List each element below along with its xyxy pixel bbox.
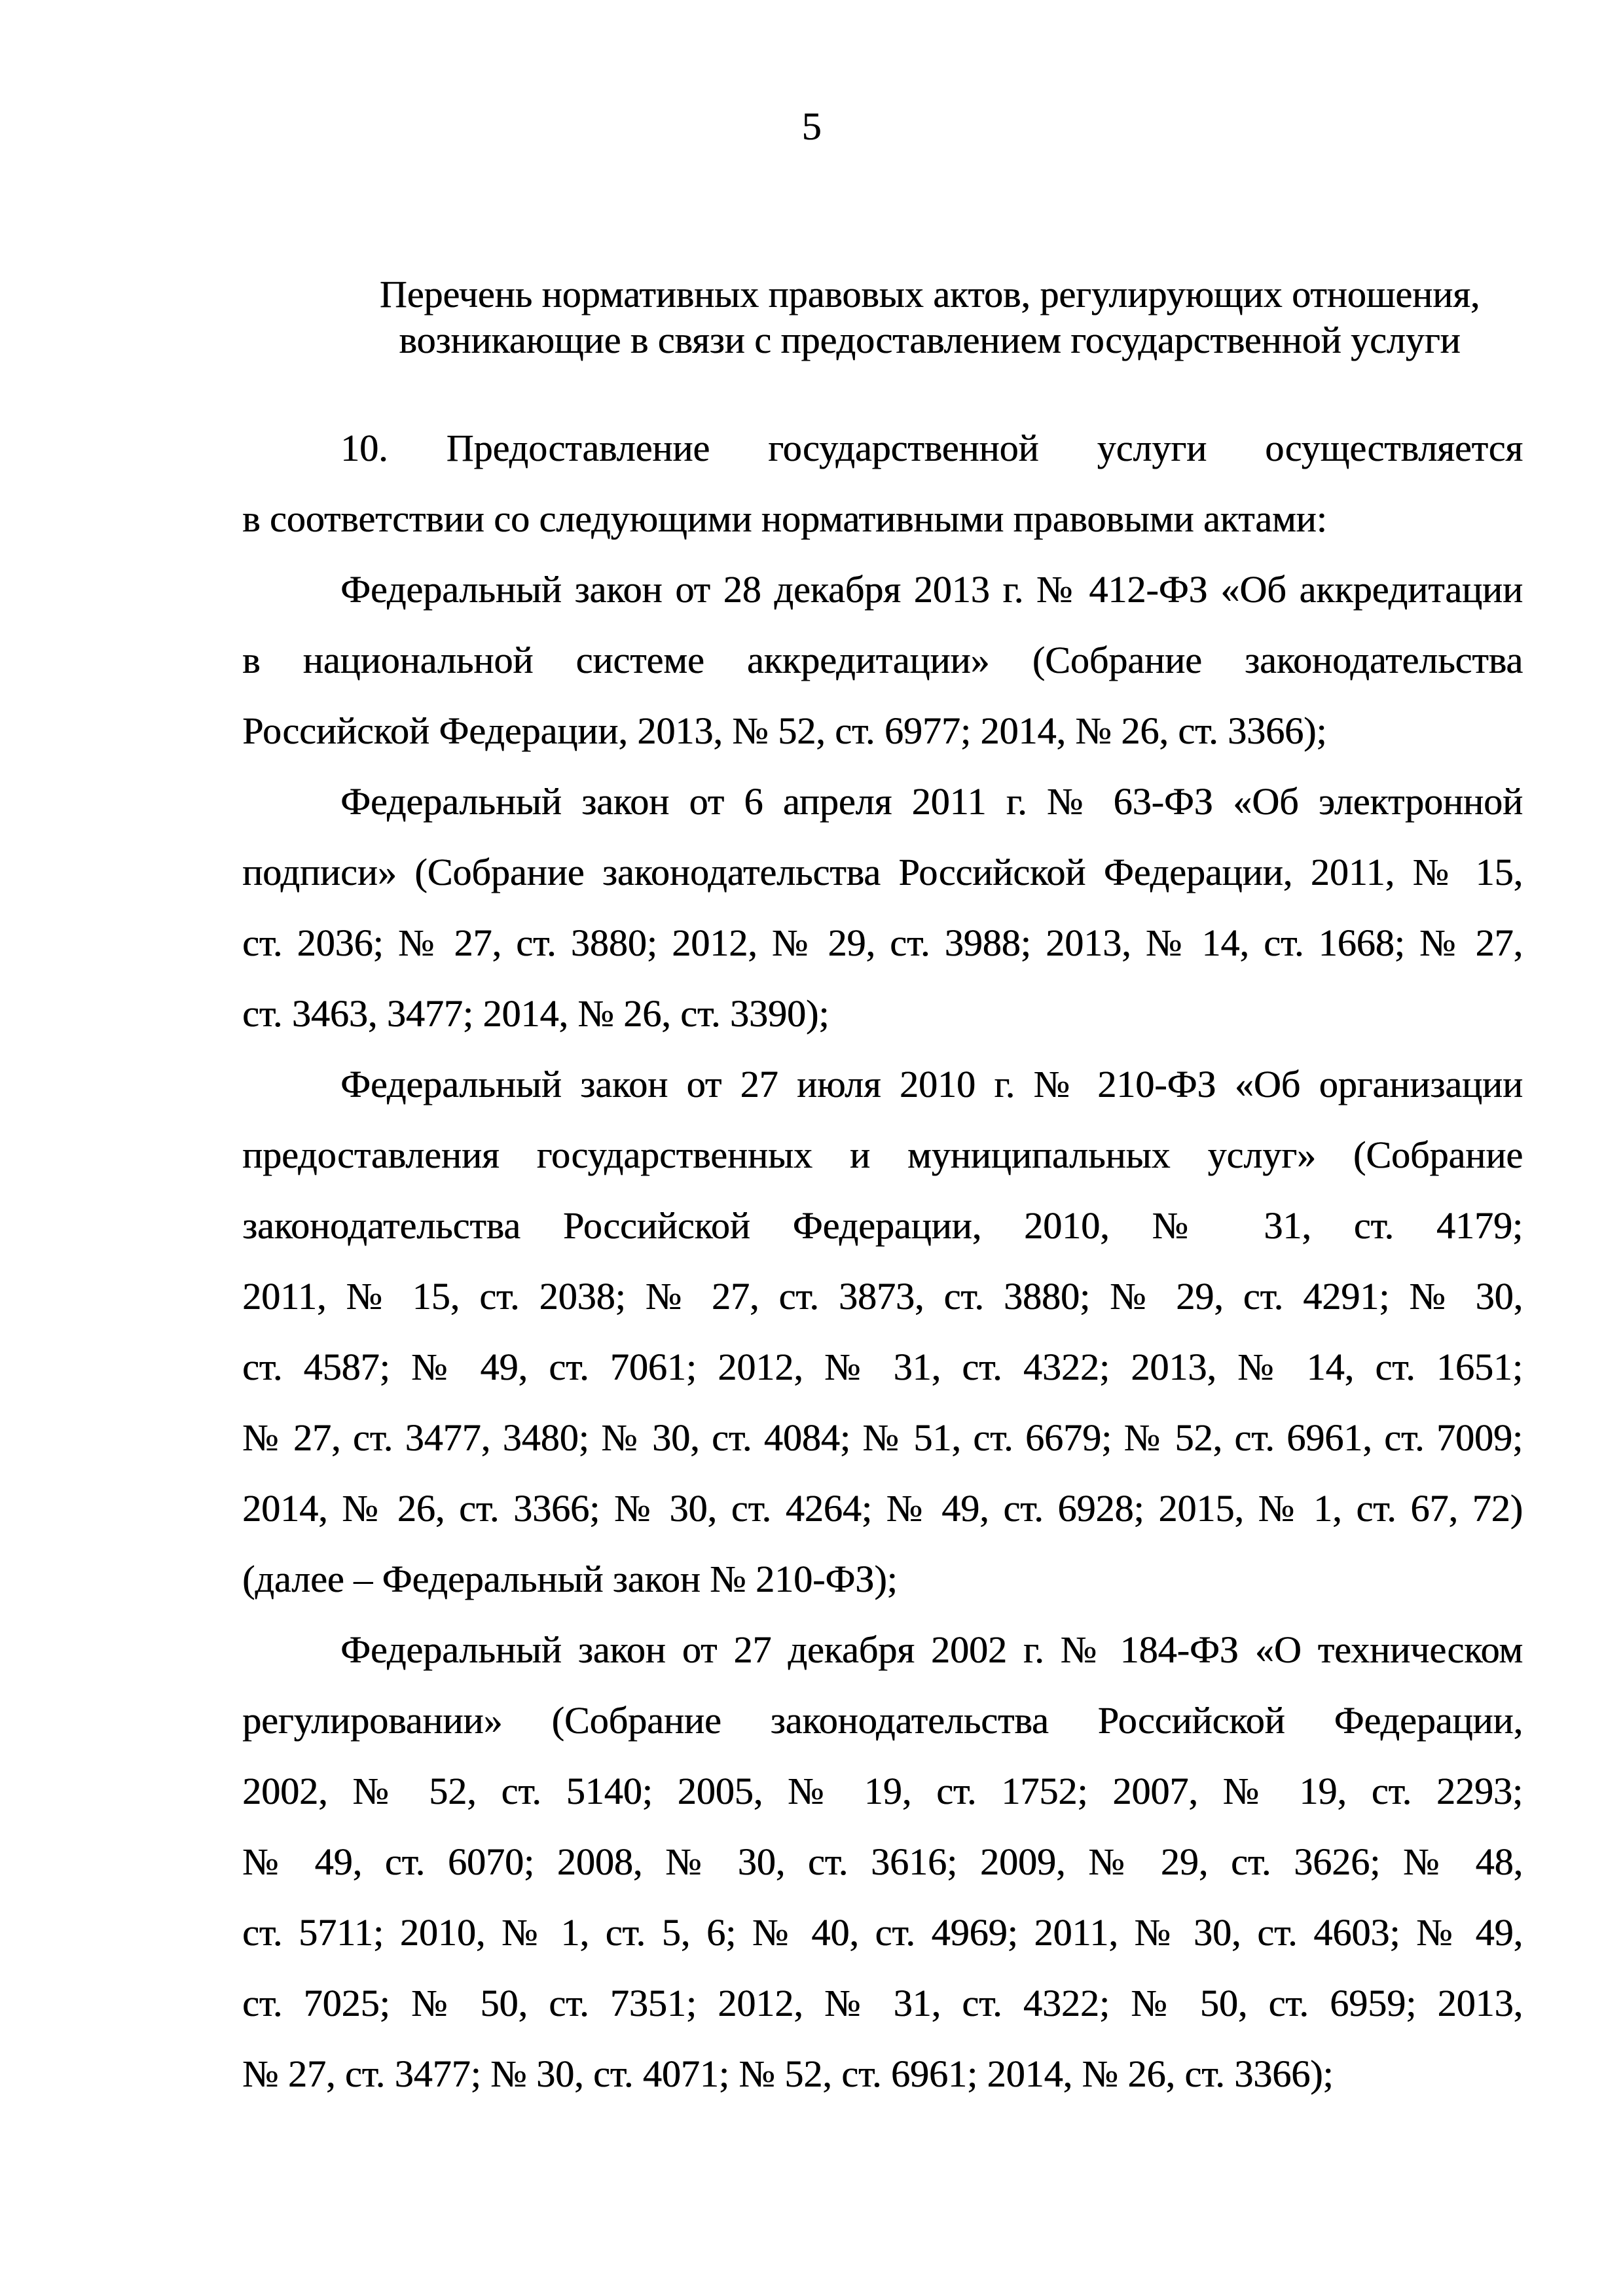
section-title: [288, 272, 1571, 363]
paragraph-line: 2002, № 52, ст. 5140; 2005, № 19, ст. 1752; 2007, № 19, ст. 2293;: [242, 1770, 1523, 1812]
paragraph: [242, 1049, 1523, 1615]
paragraph-line: в национальной системе аккредитации» (Собрание законодательства: [242, 639, 1523, 681]
document-body: [242, 413, 1523, 2109]
paragraph-line: ст. 5711; 2010, № 1, ст. 5, 6; № 40, ст. 4969; 2011, № 30, ст. 4603; № 49,: [242, 1911, 1523, 1954]
paragraph-line: № 49, ст. 6070; 2008, № 30, ст. 3616; 2009, № 29, ст. 3626; № 48,: [242, 1840, 1523, 1883]
paragraph: [242, 1615, 1523, 2109]
section-title-line: возникающие в связи с предоставлением государственной услуги: [399, 319, 1461, 361]
paragraph: [242, 413, 1523, 554]
paragraph-line: подписи» (Собрание законодательства Российской Федерации, 2011, № 15,: [242, 851, 1523, 893]
page-number: 5: [801, 105, 822, 148]
paragraph-line: 2014, № 26, ст. 3366; № 30, ст. 4264; № 49, ст. 6928; 2015, № 1, ст. 67, 72): [242, 1487, 1523, 1530]
paragraph-line: ст. 7025; № 50, ст. 7351; 2012, № 31, ст. 4322; № 50, ст. 6959; 2013,: [242, 1982, 1523, 2024]
paragraph-line: № 27, ст. 3477, 3480; № 30, ст. 4084; № 51, ст. 6679; № 52, ст. 6961, ст. 7009;: [242, 1416, 1523, 1459]
paragraph-line: 10. Предоставление государственной услуги осуществляется: [340, 427, 1523, 469]
paragraph-line: ст. 2036; № 27, ст. 3880; 2012, № 29, ст. 3988; 2013, № 14, ст. 1668; № 27,: [242, 922, 1523, 964]
paragraph-line: 2011, № 15, ст. 2038; № 27, ст. 3873, ст. 3880; № 29, ст. 4291; № 30,: [242, 1275, 1523, 1318]
paragraph-line: Российской Федерации, 2013, № 52, ст. 6977; 2014, № 26, ст. 3366);: [242, 709, 1327, 752]
paragraph-line: (далее – Федеральный закон № 210-ФЗ);: [242, 1558, 898, 1600]
paragraph-line: Федеральный закон от 28 декабря 2013 г. № 412-ФЗ «Об аккредитации: [340, 568, 1523, 611]
paragraph-line: ст. 3463, 3477; 2014, № 26, ст. 3390);: [242, 992, 830, 1035]
paragraph-line: № 27, ст. 3477; № 30, ст. 4071; № 52, ст. 6961; 2014, № 26, ст. 3366);: [242, 2053, 1334, 2095]
paragraph-line: Федеральный закон от 6 апреля 2011 г. № 63-ФЗ «Об электронной: [340, 780, 1523, 823]
paragraph: [242, 766, 1523, 1049]
paragraph-line: Федеральный закон от 27 декабря 2002 г. № 184-ФЗ «О техническом: [340, 1628, 1523, 1671]
paragraph-line: законодательства Российской Федерации, 2010, № 31, ст. 4179;: [242, 1204, 1523, 1247]
paragraph-line: предоставления государственных и муниципальных услуг» (Собрание: [242, 1134, 1523, 1176]
paragraph: [242, 554, 1523, 766]
section-title-line: Перечень нормативных правовых актов, регулирующих отношения,: [379, 273, 1480, 315]
paragraph-line: регулировании» (Собрание законодательства Российской Федерации,: [242, 1699, 1523, 1742]
paragraph-line: Федеральный закон от 27 июля 2010 г. № 210-ФЗ «Об организации: [340, 1063, 1523, 1105]
paragraph-line: в соответствии со следующими нормативными правовыми актами:: [242, 497, 1327, 540]
paragraph-line: ст. 4587; № 49, ст. 7061; 2012, № 31, ст. 4322; 2013, № 14, ст. 1651;: [242, 1346, 1523, 1388]
